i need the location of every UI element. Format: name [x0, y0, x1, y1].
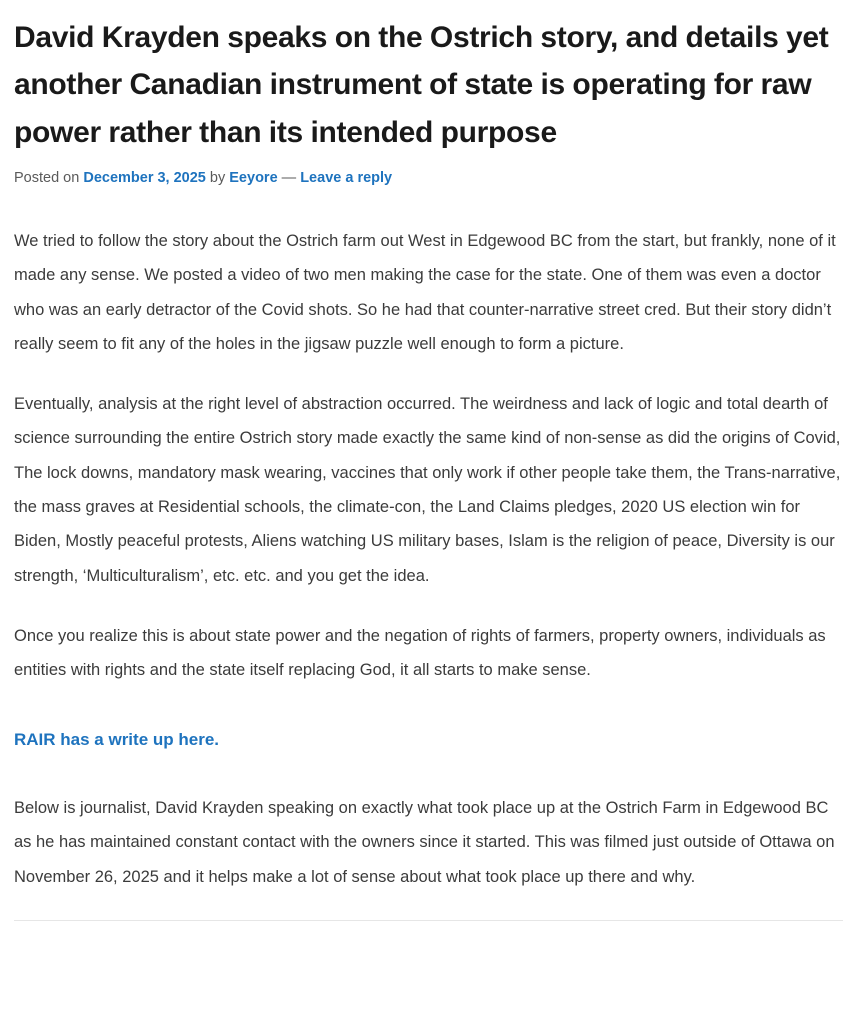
posted-on-label: Posted on: [14, 170, 80, 187]
meta-separator: —: [281, 170, 297, 187]
article-paragraph: We tried to follow the story about the Ostrich farm out West in Edgewood BC from the start, but frankly, none of it made any sense. We posted a video of two men making the case for the state. One of them was even a doctor who was an early detractor of the Covid shots. So he had that counter-narrative street cred. But their story didn’t really seem to fit any of the holes in the jigsaw puzzle well enough to form a picture.: [14, 231, 836, 353]
by-label: by: [209, 170, 226, 187]
leave-a-reply-link[interactable]: Leave a reply: [300, 170, 393, 187]
external-link-paragraph: [14, 722, 843, 757]
article-paragraph: Eventually, analysis at the right level of abstraction occurred. The weirdness and lack of logic and total dearth of science surrounding the entire Ostrich story made exactly the same kind of non-sense as did the origins of Covid, The lock downs, mandatory mask wearing, vaccines that only work if other people take them, the Trans-narrative, the mass graves at Residential schools, the climate-con, the Land Claims pledges, 2020 US election win for Biden, Mostly peaceful protests, Aliens watching US military bases, Islam is the religion of peace, Diversity is our strength, ‘Multiculturalism’, etc. etc. and you get the idea.: [14, 395, 841, 585]
closing-paragraph: Below is journalist, David Krayden speaking on exactly what took place up at the Ostrich Farm in Edgewood BC as he has maintained constant contact with the owners since it started. This was filmed just outside of Ottawa on November 26, 2025 and it helps make a lot of sense about what took place up there and why.: [14, 799, 835, 886]
page-title: David Krayden speaks on the Ostrich story, and details yet another Canadian instrument of state is operating for raw power rather than its intended purpose: [14, 21, 829, 149]
content-divider: [14, 920, 843, 921]
article-paragraph: Once you realize this is about state power and the negation of rights of farmers, property owners, individuals as entities with rights and the state itself replacing God, it all starts to make sense.: [14, 627, 826, 680]
author-link[interactable]: Eeyore: [229, 170, 278, 187]
post-date-link[interactable]: December 3, 2025: [83, 170, 206, 187]
entry-meta: [14, 168, 843, 190]
entry-content: [14, 224, 843, 894]
rair-write-up-link[interactable]: RAIR has a write up here.: [14, 729, 219, 749]
